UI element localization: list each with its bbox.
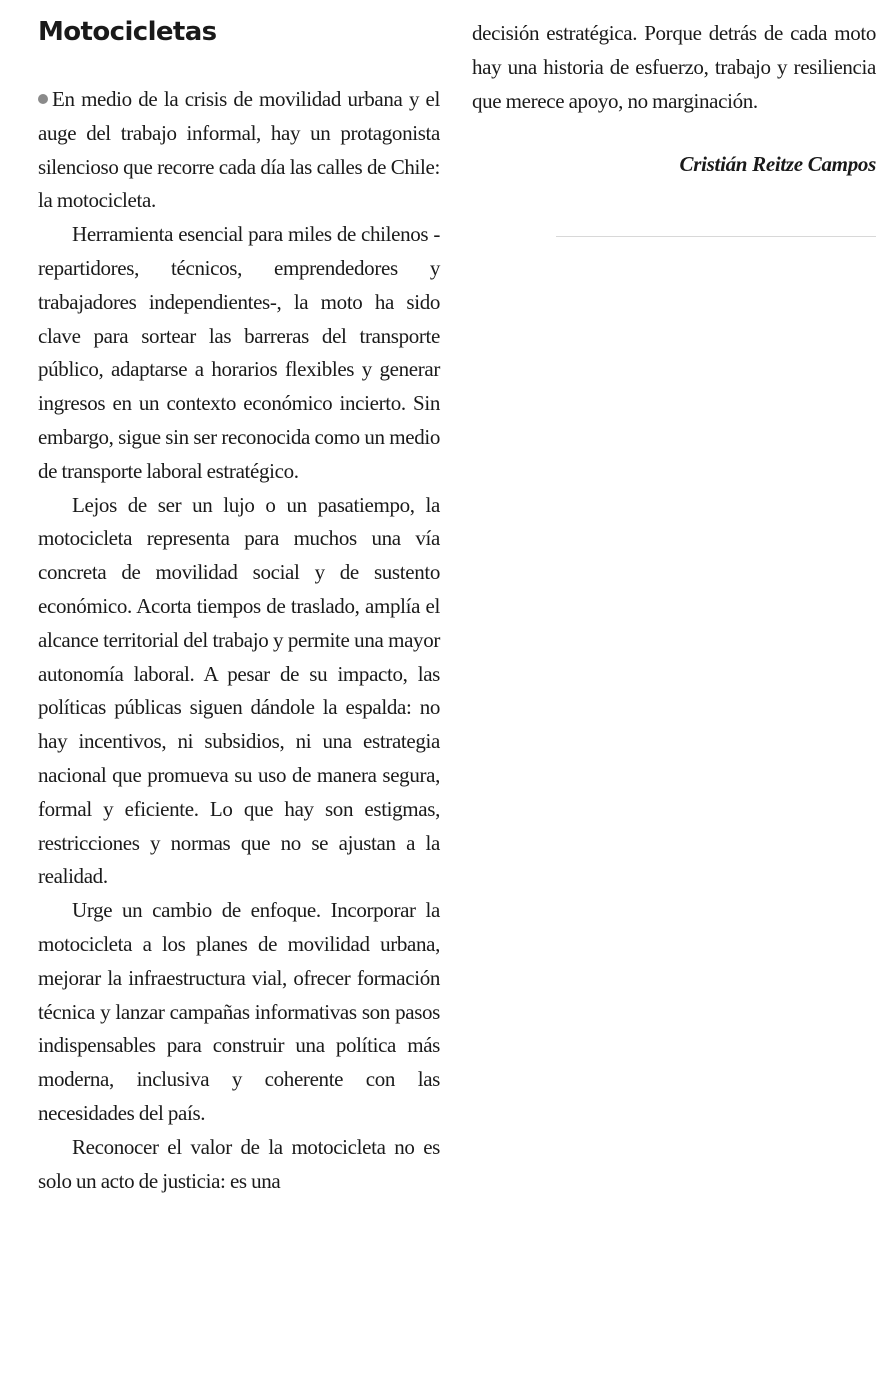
left-column xyxy=(38,0,440,1198)
article-title: Motocicletas xyxy=(38,17,217,47)
article-paragraph-2: Herramienta esencial para miles de chilenos -repartidores, técnicos, emprendedores y trabajadores independientes-, la moto ha sido clave para sortear las barreras del transporte público, adaptarse a horarios flexibles y generar ingresos en un contexto económico incierto. Sin embargo, sigue sin ser reconocida como un medio de transporte laboral estratégico. xyxy=(38,222,440,483)
author-signature: Cristián Reitze Campos xyxy=(679,152,876,177)
article-paragraph-1 xyxy=(38,83,440,218)
bullet-icon xyxy=(38,94,48,104)
article-paragraph-3: Lejos de ser un lujo o un pasatiempo, la motocicleta representa para muchos una vía concreta de movilidad social y de sustento económico. Acorta tiempos de traslado, amplía el alcance territorial del trabajo y permite una mayor autonomía laboral. A pesar de su impacto, las políticas públicas siguen dándole la espalda: no hay incentivos, ni subsidios, ni una estrategia nacional que promueva su uso de manera segura, formal y eficiente. Lo que hay son estigmas, restricciones y normas que no se ajustan a la realidad. xyxy=(38,492,440,889)
paragraph-1-text: En medio de la crisis de movilidad urbana y el auge del trabajo informal, hay un protagonista silencioso que recorre cada día las calles de Chile: la motocicleta. xyxy=(38,87,440,213)
article-paragraph-4: Urge un cambio de enfoque. Incorporar la motocicleta a los planes de movilidad urbana, mejorar la infraestructura vial, ofrecer formación técnica y lanzar campañas informativas son pasos indispensables para construir una política más moderna, inclusiva y coherente con las necesidades del país. xyxy=(38,898,440,1125)
article-paragraph-5: Reconocer el valor de la motocicleta no es solo un acto de justicia: es una xyxy=(38,1134,440,1193)
right-column xyxy=(472,17,876,182)
column-end-divider xyxy=(556,236,876,237)
article-continuation: decisión estratégica. Porque detrás de cada moto hay una historia de esfuerzo, trabajo y resiliencia que merece apoyo, no marginación. xyxy=(472,21,876,113)
